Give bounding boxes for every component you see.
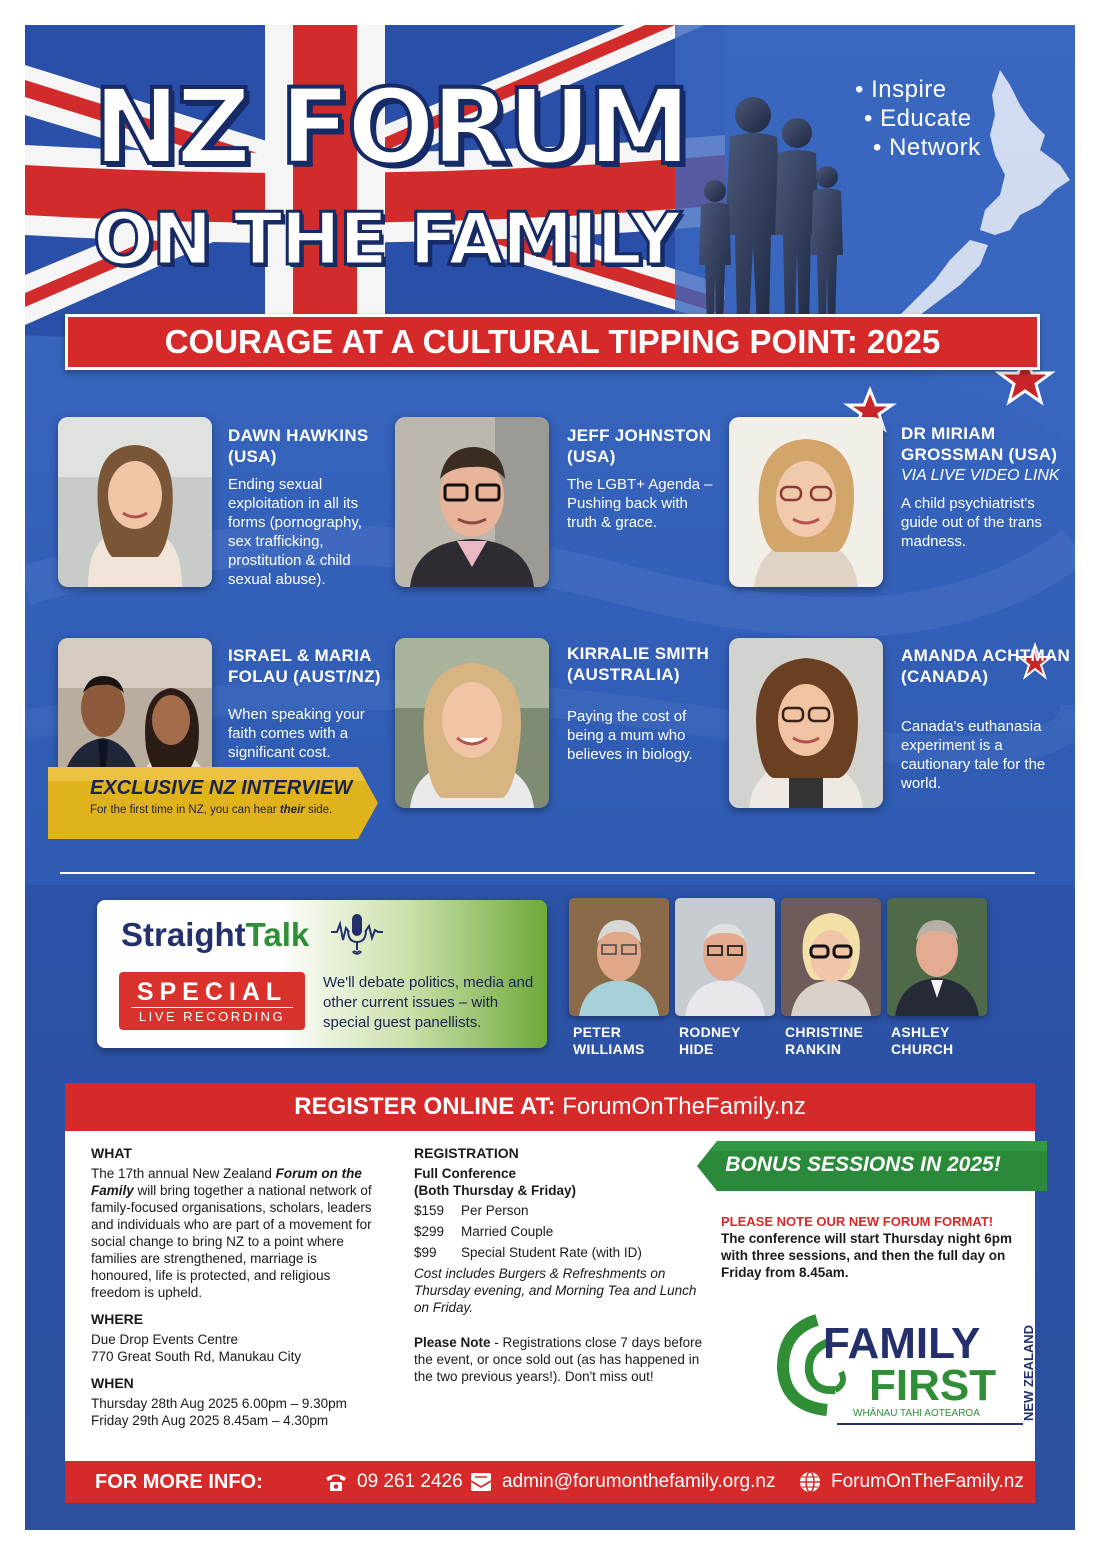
exclusive-subtitle: For the first time in NZ, you can hear their side. xyxy=(90,804,333,816)
price-row: $159 Per Person xyxy=(414,1203,529,1218)
speaker-topic: The LGBT+ Agenda – Pushing back with truth & grace. xyxy=(567,476,713,531)
what-heading: WHAT xyxy=(91,1145,132,1161)
price-row: $299 Married Couple xyxy=(414,1224,554,1239)
speaker-name: JEFF JOHNSTON (USA) xyxy=(567,426,712,466)
register-label: REGISTER ONLINE AT: xyxy=(294,1093,556,1120)
registration-subheading: Full Conference xyxy=(414,1166,517,1181)
registration-deadline-note: Please Note - Registrations close 7 days before the event, or once sold out (as has happened in the two previous years!). Don't miss out! xyxy=(414,1335,703,1384)
speaker-topic: Ending sexual exploitation in all its forms (pornography, sex trafficking, prostitution & child sexual abuse). xyxy=(228,476,362,588)
speaker-topic: Paying the cost of being a mum who believes in biology. xyxy=(567,708,693,763)
registration-subheading-2: (Both Thursday & Friday) xyxy=(414,1183,577,1198)
footer-phone[interactable]: 09 261 2426 xyxy=(323,1461,463,1503)
panellist-rodney-hide xyxy=(675,898,775,1058)
speaker-name: DAWN HAWKINS (USA) xyxy=(228,426,369,466)
email-icon xyxy=(468,1469,494,1495)
exclusive-interview-tag xyxy=(48,767,378,839)
section-divider xyxy=(60,872,1035,874)
speaker-photo-miriam-grossman xyxy=(729,417,883,587)
bonus-sessions-tag: BONUS SESSIONS IN 2025! xyxy=(697,1141,1047,1191)
theme-banner: COURAGE AT A CULTURAL TIPPING POINT: 2025 xyxy=(65,314,1040,370)
family-figures-icon xyxy=(685,85,885,325)
new-format-note: PLEASE NOTE OUR NEW FORUM FORMAT! xyxy=(721,1214,994,1229)
speaker-topic: Canada's euthanasia experiment is a cautionary tale for the world. xyxy=(901,718,1046,792)
family-first-logo xyxy=(777,1306,1052,1436)
panellist-surname: HIDE xyxy=(679,1041,714,1057)
page-title-line2: ON THE FAMILY xyxy=(93,197,680,281)
format-description: The conference will start Thursday night 6pm with three sessions, and then the full day on Friday from 8.45am. xyxy=(721,1231,1013,1280)
speaker-name: DR MIRIAM GROSSMAN (USA) xyxy=(901,424,1058,464)
tagline-item: • Educate xyxy=(855,104,981,133)
where-heading: WHERE xyxy=(91,1311,144,1327)
microphone-icon xyxy=(329,910,385,960)
speaker-photo-kirralie-smith xyxy=(395,638,549,808)
straight-talk-logo: StraightTalk xyxy=(121,916,310,953)
what-text: The 17th annual New Zealand Forum on the Family will bring together a national network of family-focused organisations, scholars, leaders and individuals who are part of a movement for social change to bring NZ to a point where families are strengthened, marriage is honoured, life is protected, and religious freedom is upheld. xyxy=(91,1166,372,1300)
tagline-item: • Inspire xyxy=(855,75,981,104)
speaker-photo-dawn-hawkins xyxy=(58,417,212,587)
panellist-surname: RANKIN xyxy=(785,1041,842,1057)
speaker-photo-jeff-johnston xyxy=(395,417,549,587)
panellist-name: ASHLEY xyxy=(891,1024,950,1040)
where-text: Due Drop Events Centre 770 Great South Rd, Manukau City xyxy=(91,1332,302,1364)
price-row: $99 Special Student Rate (with ID) xyxy=(414,1245,642,1260)
phone-icon xyxy=(323,1469,349,1495)
register-link[interactable]: ForumOnTheFamily.nz xyxy=(562,1093,806,1120)
info-column-left xyxy=(91,1145,381,1439)
speaker-topic: A child psychiatrist's guide out of the trans madness. xyxy=(901,495,1042,550)
registration-heading: REGISTRATION xyxy=(414,1145,519,1161)
event-info-box xyxy=(65,1131,1035,1461)
cost-includes-note: Cost includes Burgers & Refreshments on Thursday evening, and Morning Tea and Lunch on Friday. xyxy=(414,1266,697,1315)
panellist-name: CHRISTINE xyxy=(785,1024,864,1040)
panellist-surname: CHURCH xyxy=(891,1041,954,1057)
speaker-name: KIRRALIE SMITH (AUSTRALIA) xyxy=(567,644,710,684)
footer-email[interactable]: admin@forumonthefamily.org.nz xyxy=(468,1461,775,1503)
logo-family-text: FAMILY xyxy=(823,1319,981,1368)
exclusive-title: EXCLUSIVE NZ INTERVIEW xyxy=(90,777,353,799)
straight-talk-box xyxy=(97,900,547,1048)
footer-website[interactable]: ForumOnTheFamily.nz xyxy=(797,1461,1024,1503)
panellist-name: RODNEY xyxy=(679,1024,741,1040)
straight-talk-description: We'll debate politics, media and other current issues – with special guest panellists. xyxy=(323,974,534,1031)
tagline-item: • Network xyxy=(855,133,981,162)
when-heading: WHEN xyxy=(91,1375,134,1391)
panellist-surname: WILLIAMS xyxy=(573,1041,645,1057)
logo-nz-text: NEW ZEALAND xyxy=(1021,1324,1036,1421)
when-text: Thursday 28th Aug 2025 6.00pm – 9.30pm Friday 29th Aug 2025 8.45am – 4.30pm xyxy=(91,1396,347,1428)
speaker-name: ISRAEL & MARIA FOLAU (AUST/NZ) xyxy=(228,646,381,686)
speaker-name: AMANDA ACHTMAN (CANADA) xyxy=(901,646,1071,686)
info-column-middle xyxy=(414,1145,704,1395)
panellist-peter-williams xyxy=(569,898,669,1058)
speaker-topic: When speaking your faith comes with a significant cost. xyxy=(228,706,365,761)
page-title-line1: NZ FORUM xyxy=(93,66,688,188)
panellist-christine-rankin xyxy=(781,898,881,1058)
register-banner xyxy=(65,1083,1035,1131)
globe-icon xyxy=(797,1469,823,1495)
panellist-name: PETER xyxy=(573,1024,622,1040)
panellist-ashley-church xyxy=(887,898,987,1058)
speaker-photo-amanda-achtman xyxy=(729,638,883,808)
footer-contact-bar xyxy=(65,1461,1035,1503)
poster xyxy=(25,25,1075,1530)
bonus-details xyxy=(721,1213,1021,1281)
footer-label: FOR MORE INFO: xyxy=(95,1471,263,1493)
logo-first-text: FIRST xyxy=(869,1361,997,1410)
special-live-recording-badge: SPECIAL LIVE RECORDING xyxy=(119,972,305,1030)
speaker-via-note: VIA LIVE VIDEO LINK xyxy=(901,467,1060,484)
logo-maori-text: WHĀNAU TAHI AOTEAROA xyxy=(853,1408,980,1419)
